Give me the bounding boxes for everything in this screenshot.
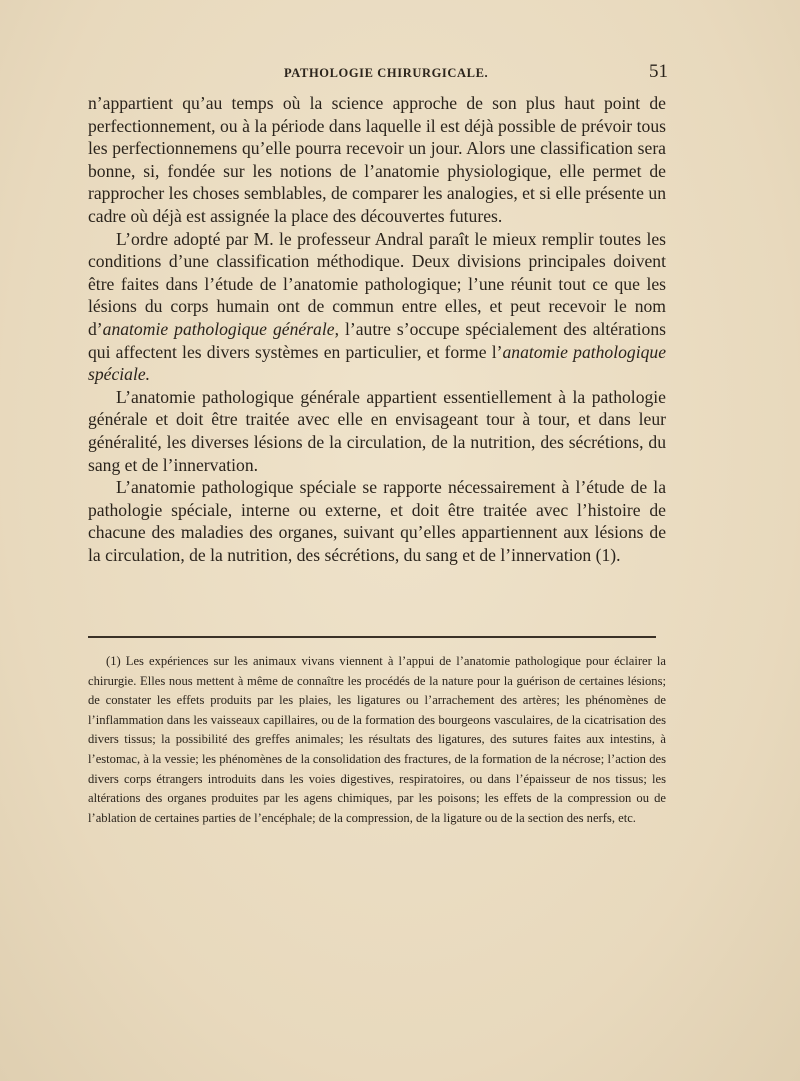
paragraph-2 xyxy=(88,228,666,386)
paragraph-2-part-a: L’ordre adopté par M. le professeur Andral paraît le mieux remplir toutes les conditions d’une classification méthodique. Deux divisions principales doivent être faites dans l’étude de l’anatomie pathologique; l’une réunit tout ce que les lésions du corps humain ont de commun entre elles, et peut recevoir le nom d’ xyxy=(88,228,666,339)
paragraph-2-part-b: , l’autre s’occupe spécialement des altérations qui affectent les divers systèmes en particulier, et forme l’ xyxy=(88,318,666,362)
term-special: anatomie pathologique spéciale. xyxy=(88,341,666,385)
paragraph-4: L’anatomie pathologique spéciale se rapporte nécessairement à l’étude de la pathologie spéciale, interne ou externe, et doit être traitée avec l’histoire de chacune des maladies des organes, suivant qu’elles appartiennent aux lésions de la circulation, de la nutrition, des sécrétions, du sang et de l’innervation (1). xyxy=(88,477,666,565)
page-number: 51 xyxy=(649,61,668,82)
running-head: PATHOLOGIE CHIRURGICALE. xyxy=(284,66,489,80)
paragraph-3: L’anatomie pathologique générale appartient essentiellement à la pathologie générale et doit être traitée avec elle en envisageant tour à tour, et dans leur généralité, les diverses lésions de la circulation, de la nutrition, des sécrétions, du sang et de l’innervation. xyxy=(88,386,666,475)
term-general: anatomie pathologique générale xyxy=(102,318,335,339)
footnotes xyxy=(88,652,666,828)
footnote-rule xyxy=(88,636,656,638)
main-text xyxy=(88,92,666,566)
paragraph-1: n’appartient qu’au temps où la science approche de son plus haut point de perfectionnement, ou à la période dans laquelle il est déjà possible de prévoir tous les perfectionnemens qu’elle pourra recevoir un jour. Alors une classification sera bonne, si, fondée sur les notions de l’anatomie physiologique, elle permet de rapprocher les choses semblables, de comparer les analogies, et si elle présente un cadre où déjà est assignée la place des découvertes futures. xyxy=(88,93,666,226)
footnote-1: (1) Les expériences sur les animaux vivans viennent à l’appui de l’anatomie pathologique pour éclairer la chirurgie. Elles nous mettent à même de connaître les procédés de la nature pour la guérison de certaines lésions; de constater les effets produits par les plaies, les ligatures ou l’arrachement des artères; les phénomènes de l’inflammation dans les vaisseaux capillaires, ou de la formation des bourgeons vasculaires, de la cicatrisation des divers tissus; la possibilité des greffes animales; les résultats des ligatures, des sutures faites aux intestins, à l’estomac, à la vessie; les phénomènes de la consolidation des fractures, de la formation de la nécrose; l’action des divers corps étrangers introduits dans les voies digestives, respiratoires, ou dans l’épaisseur de nos tissus; les altérations des organes produites par les agens chimiques, par les poisons; les effets de la compression ou de l’ablation de certaines parties de l’encéphale; de la compression, de la ligature ou de la section des nerfs, etc. xyxy=(88,654,666,825)
page-header xyxy=(88,61,668,86)
